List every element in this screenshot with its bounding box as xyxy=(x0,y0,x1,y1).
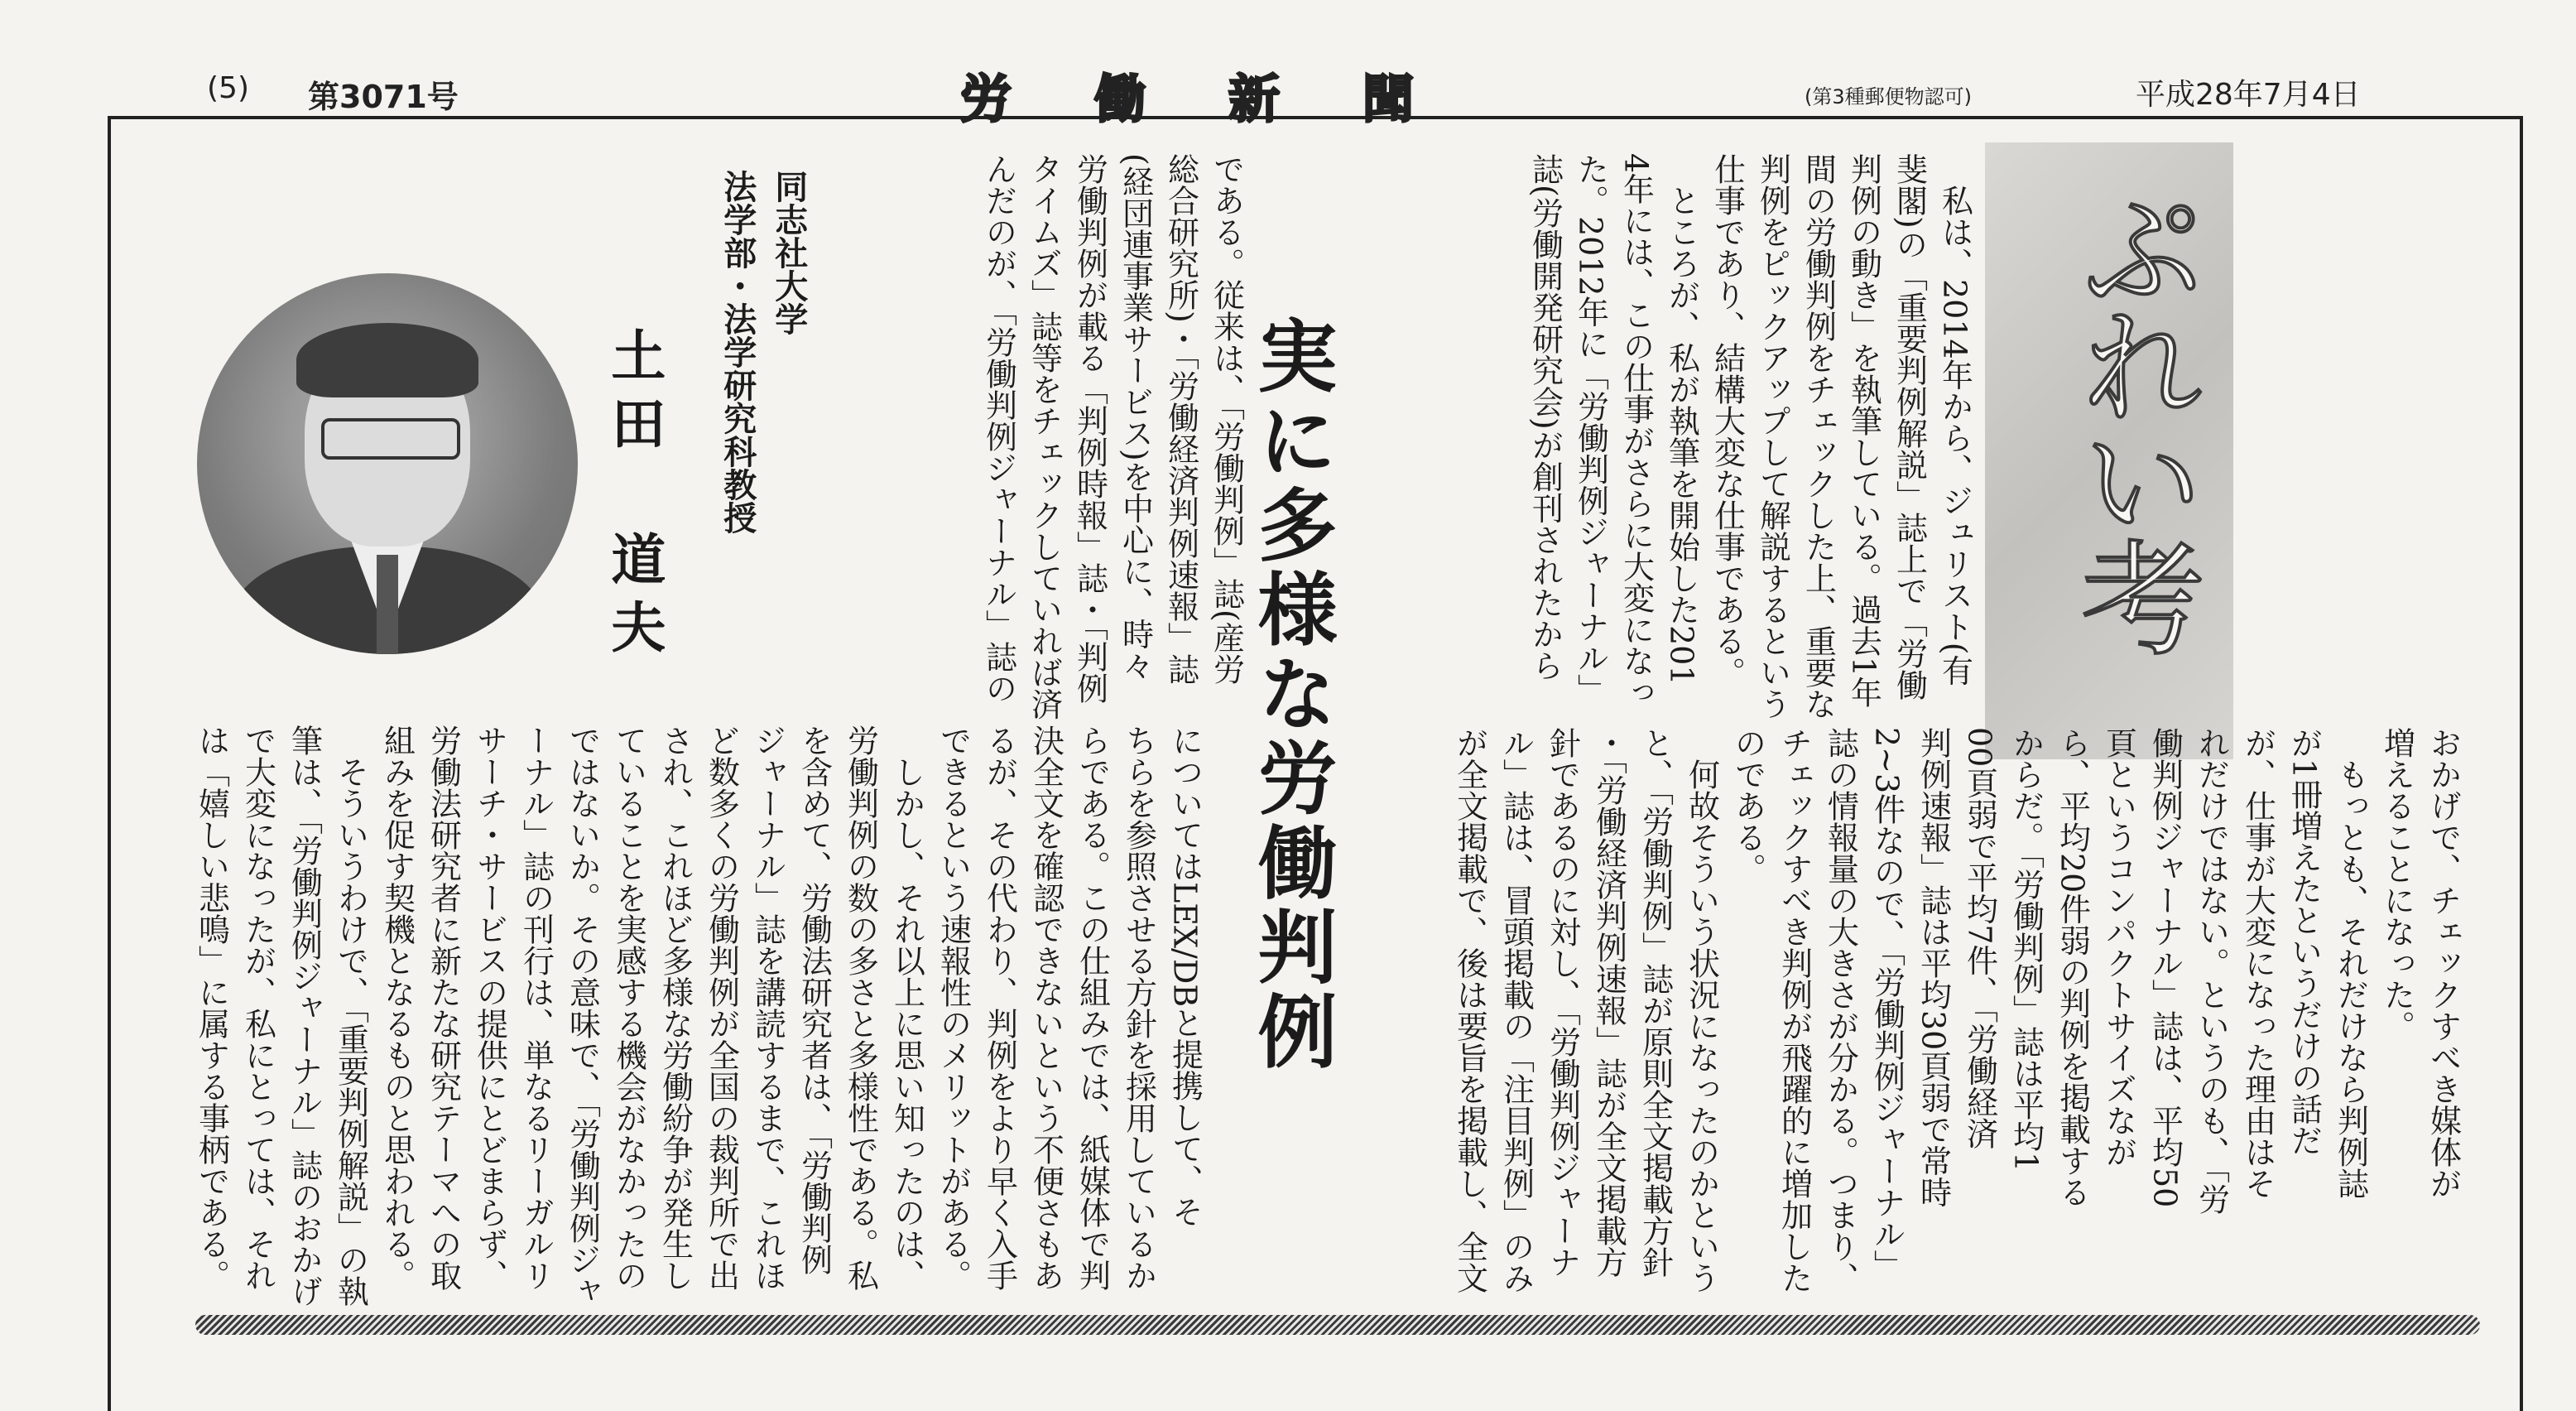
text-column: ら、平均20件弱の判例を掲載する xyxy=(2054,727,2091,1208)
text-column: 頁というコンパクトサイズなが xyxy=(2100,727,2137,1168)
text-column: しかし、それ以上に思い知ったのは、 xyxy=(888,725,925,1291)
text-column: タイムズ」誌等をチェックしていれば済 xyxy=(1026,153,1063,720)
text-column: で大変になったが、私にとっては、それ xyxy=(239,725,276,1291)
decorative-rule xyxy=(195,1315,2480,1335)
author-university: 同志社大学 xyxy=(769,170,809,335)
text-column: できるという速報性のメリットがある。 xyxy=(935,725,972,1291)
text-column: 労働法研究者に新たな研究テーマへの取 xyxy=(425,725,462,1291)
text-column: は「嬉しい悲鳴」に属する事柄である。 xyxy=(193,725,230,1291)
text-column: んだのが、「労働判例ジャーナル」誌の xyxy=(980,153,1017,704)
text-column: ーナル」誌の刊行は、単なるリーガルリ xyxy=(517,725,555,1291)
text-column: され、これほど多様な労働紛争が発生し xyxy=(656,725,694,1291)
text-column: 私は、2014年から、ジュリスト(有 xyxy=(1936,153,1973,686)
text-column: と、「労働判例」誌が原則全文掲載方針 xyxy=(1636,727,1674,1278)
text-column: 誌(労働開発研究会)が創刊されたから xyxy=(1526,153,1564,681)
text-column: ・「労働経済判例速報」誌が全文掲載方 xyxy=(1590,727,1627,1278)
newspaper-masthead: 労働新聞 xyxy=(960,69,1497,129)
publication-date: 平成28年7月4日 xyxy=(2136,78,2361,112)
text-column: ル」誌は、冒頭掲載の「注目判例」のみ xyxy=(1497,727,1535,1293)
text-column: 針であるのに対し、「労働判例ジャーナ xyxy=(1544,727,1581,1278)
text-column: れだけではない。というのも、「労 xyxy=(2193,727,2230,1215)
text-column: ジャーナル」誌を講読するまで、これほ xyxy=(749,725,786,1291)
text-column: (経団連事業サービス)を中心に、時々 xyxy=(1117,153,1154,681)
author-department: 法学部・法学研究科教授 xyxy=(718,170,757,534)
text-column: についてはLEX/DBと提携して、そ xyxy=(1166,725,1204,1228)
text-column: サーチ・サービスの提供にとどまらず、 xyxy=(471,725,508,1291)
text-column: が全文掲載で、後は要旨を掲載し、全文 xyxy=(1451,727,1488,1293)
text-column: ていることを実感する機会がなかったの xyxy=(610,725,647,1291)
text-column: 増えることになった。 xyxy=(2378,727,2415,1042)
text-column: からだ。「労働判例」誌は平均1 xyxy=(2007,727,2045,1173)
author-name: 土田 道夫 xyxy=(601,327,666,667)
text-column: るが、その代わり、判例をより早く入手 xyxy=(981,725,1018,1291)
photo-tie xyxy=(377,555,398,654)
text-column: 4年には、この仕事がさらに大変になっ xyxy=(1617,153,1655,709)
text-column: 組みを促す契機となるものと思われる。 xyxy=(378,725,416,1291)
headline: 実に多様な労働判例 xyxy=(1245,315,1338,1075)
text-column: 働判例ジャーナル」誌は、平均50 xyxy=(2146,727,2184,1208)
text-column: のである。 xyxy=(1729,727,1766,884)
text-column: らである。この仕組みでは、紙媒体で判 xyxy=(1074,725,1111,1291)
text-column: を含めて、労働法研究者は、「労働判例 xyxy=(795,725,833,1275)
text-column: が、仕事が大変になった理由はそ xyxy=(2239,727,2276,1199)
text-column: 労働判例の数の多さと多様性である。私 xyxy=(842,725,879,1291)
text-column: ではないか。その意味で、「労働判例ジャ xyxy=(564,725,601,1307)
text-column: 総合研究所)・「労働経済判例速報」誌 xyxy=(1162,153,1199,685)
text-column: 判例をピックアップして解説するという xyxy=(1754,153,1791,720)
photo-glasses xyxy=(321,418,460,460)
text-column: 何故そういう状況になったのかという xyxy=(1683,727,1720,1293)
text-column: 誌の情報量の大きさが分かる。つまり、 xyxy=(1822,727,1859,1293)
postal-permit: (第3種郵便物認可) xyxy=(1805,85,1972,108)
text-column: 2~3件なので、「労働判例ジャーナル」 xyxy=(1868,727,1906,1282)
text-column: 決全文を確認できないという不便さもあ xyxy=(1027,725,1065,1291)
text-column: チェックすべき判例が飛躍的に増加した xyxy=(1776,727,1813,1293)
series-title: ぷれい考 xyxy=(2059,186,2204,650)
text-column: 仕事であり、結構大変な仕事である。 xyxy=(1709,153,1746,688)
text-column: おかげで、チェックすべき媒体が xyxy=(2425,727,2462,1199)
author-photo xyxy=(197,273,578,654)
photo-hair xyxy=(296,323,478,397)
text-column: もっとも、それだけなら判例誌 xyxy=(2332,727,2369,1199)
text-column: そういうわけで、「重要判例解説」の執 xyxy=(332,725,369,1307)
text-column: 判例の動き」を執筆している。過去1年 xyxy=(1845,153,1882,709)
text-column: 労働判例が載る「判例時報」誌・「判例 xyxy=(1071,153,1108,704)
text-column: 斐閣)の「重要判例解説」誌上で「労働 xyxy=(1891,153,1928,701)
text-column: ところが、私が執筆を開始した201 xyxy=(1663,153,1700,686)
page-number: (5) xyxy=(207,71,249,105)
text-column: ど数多くの労働判例が全国の裁判所で出 xyxy=(703,725,740,1291)
text-column: 間の労働判例をチェックした上、重要な xyxy=(1800,153,1837,720)
text-column: た。2012年に「労働判例ジャーナル」 xyxy=(1572,153,1609,706)
text-column: 筆は、「労働判例ジャーナル」誌のおかげ xyxy=(286,725,323,1307)
text-column: が1冊増えたというだけの話だ xyxy=(2285,727,2323,1157)
text-column: である。従来は、「労働判例」誌(産労 xyxy=(1208,153,1245,685)
text-column: 00頁弱で平均7件、「労働経済 xyxy=(1961,727,1998,1149)
text-column: 判例速報」誌は平均30頁弱で常時 xyxy=(1915,727,1952,1208)
text-column: ちらを参照させる方針を採用しているか xyxy=(1120,725,1157,1291)
issue-number: 第3071号 xyxy=(308,79,459,115)
